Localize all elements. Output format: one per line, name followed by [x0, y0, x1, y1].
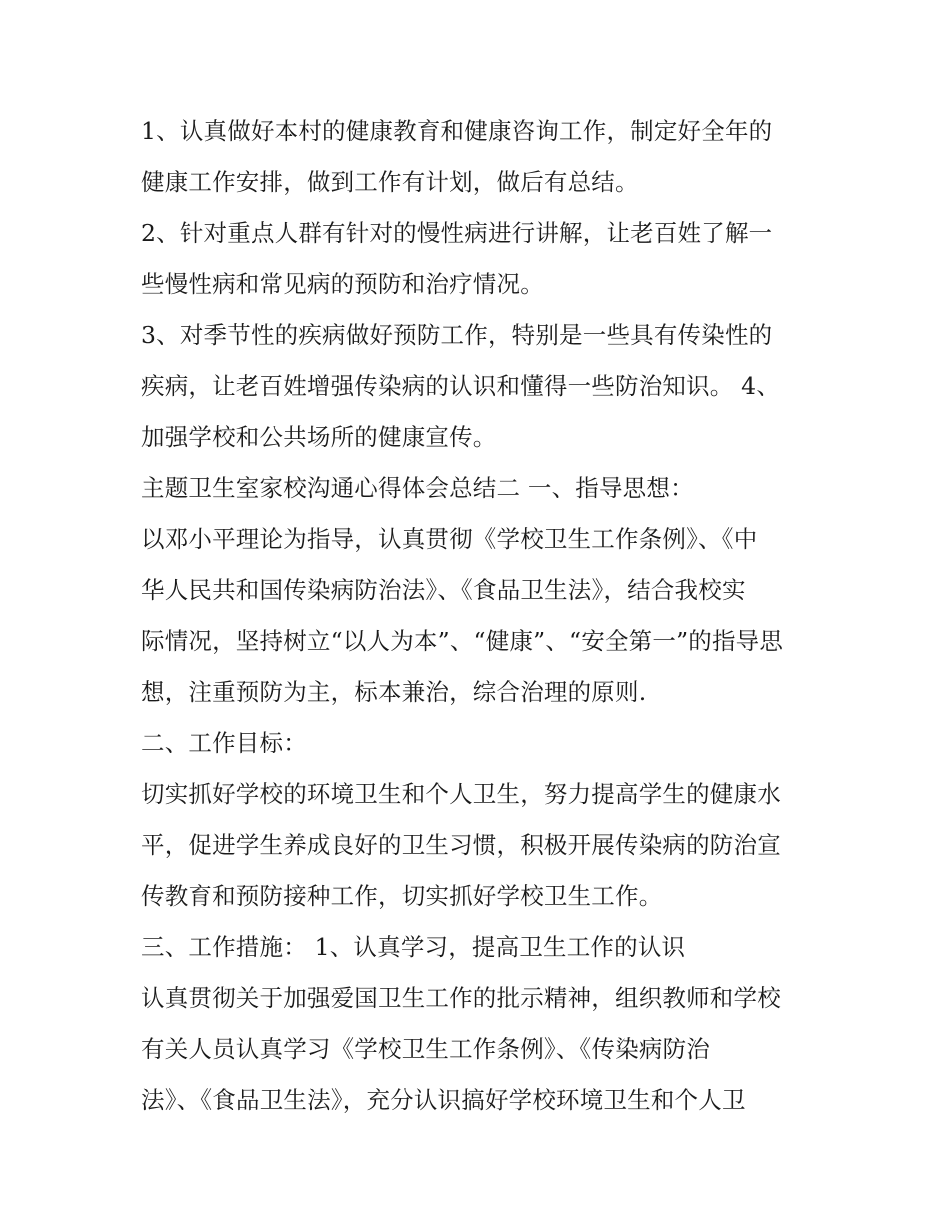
text-line: 健康工作安排，做到工作有计划，做后有总结。	[141, 168, 639, 196]
text-line: 以邓小平理论为指导，认真贯彻《学校卫生工作条例》、《中	[141, 525, 758, 553]
section-heading-line: 二、工作目标：	[141, 729, 307, 757]
text-line: 华人民共和国传染病防治法》、《食品卫生法》，结合我校实	[141, 576, 746, 604]
section-heading-line: 三、工作措施： 1、认真学习，提高卫生工作的认识	[141, 933, 686, 961]
text-line: 平，促进学生养成良好的卫生习惯，积极开展传染病的防治宣	[141, 831, 781, 859]
text-line: 3、对季节性的疾病做好预防工作，特别是一些具有传染性的	[141, 321, 773, 349]
text-line: 1、认真做好本村的健康教育和健康咨询工作，制定好全年的	[141, 117, 773, 145]
text-line: 有关人员认真学习《学校卫生工作条例》、《传染病防治	[141, 1035, 710, 1063]
text-line: 认真贯彻关于加强爱国卫生工作的批示精神，组织教师和学校	[141, 984, 781, 1012]
text-line: 际情况，坚持树立“以人为本”、“健康”、“安全第一”的指导思	[141, 627, 784, 655]
document-body	[141, 106, 821, 1126]
section-heading-line: 主题卫生室家校沟通心得体会总结二 一、指导思想：	[141, 474, 694, 502]
text-line: 些慢性病和常见病的预防和治疗情况。	[141, 270, 544, 298]
text-line: 传教育和预防接种工作，切实抓好学校卫生工作。	[141, 882, 663, 910]
text-line: 切实抓好学校的环境卫生和个人卫生，努力提高学生的健康水	[141, 780, 781, 808]
text-line: 法》、《食品卫生法》，充分认识搞好学校环境卫生和个人卫	[141, 1086, 746, 1114]
text-line: 想，注重预防为主，标本兼治，综合治理的原则.	[141, 678, 647, 706]
text-line: 加强学校和公共场所的健康宣传。	[141, 423, 497, 451]
text-line: 2、针对重点人群有针对的慢性病进行讲解，让老百姓了解一	[141, 219, 773, 247]
text-line: 疾病，让老百姓增强传染病的认识和懂得一些防治知识。 4、	[141, 372, 781, 400]
